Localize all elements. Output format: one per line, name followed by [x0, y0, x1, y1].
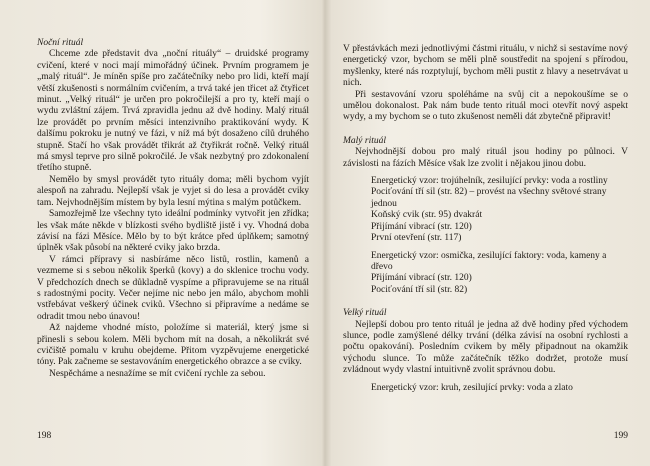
section-heading-night-ritual: Noční rituál	[37, 38, 84, 48]
list-item: První otevření (str. 117)	[371, 233, 462, 244]
list-item: Pociťování tří sil (str. 82)	[371, 284, 468, 295]
spacer	[343, 124, 628, 136]
list-item: Koňský cvik (str. 95) dvakrát	[371, 210, 483, 221]
paragraph: V přestávkách mezi jednotlivými částmi rituálu, v nichž si sestavíme nový energetický vzor, bychom se měli plně soustředit na spojení s přírodou, myšlenky, které nás rozptylují, bychom měli pustit z hlavy a nesetrvávat u nich.	[343, 44, 628, 89]
ritual-steps-list	[343, 251, 628, 297]
ritual-steps-list	[343, 383, 628, 394]
list-item: Energetický vzor: kruh, zesilující prvky: voda a zlato	[371, 382, 573, 393]
paragraph: Až najdeme vhodné místo, položíme si materiál, který jsme si přinesli s sebou kolem. Měli bychom mít na dosah, a několikrát své cvičiště pomalu v kruhu obejdeme. Přitom vyzpěvujeme energetické tóny. Pak začneme se sestavováním energetického obrazce a se cviky.	[37, 323, 309, 368]
paragraph: Chceme zde představit dva „noční rituály“ – druidské programy cvičení, které v noci mají mimořádný účinek. Prvním programem je „malý rituál“. Je míněn spíše pro začátečníky nebo pro lidi, kteří mají větší zkušenosti s normálním cvičením, a trvá také jen třicet až čtyřicet minut. „Velký rituál“ je určen pro pokročilejší a pro ty, kteří mají o wydu zvláštní zájem. Trvá zpravidla jednu až dvě hodiny. Malý rituál lze provádět po prvním měsíci intenzivního praktikování wydy. K dalšímu pokroku je nutný ve fázi, v níž má být dosaženo cílů druhého stupně. Stačí ho však provádět třikrát až čtyřikrát ročně. Velký rituál má smysl teprve pro silně pokročilé. Je však nezbytný pro zdokonalení třetího stupně.	[37, 49, 309, 174]
paragraph: Nespěcháme a nesnažíme se mít cvičení rychle za sebou.	[49, 368, 266, 379]
list-item: Energetický vzor: trojúhelník, zesilující prvky: voda a rostliny	[371, 176, 608, 187]
section-heading-small-ritual: Malý rituál	[343, 135, 387, 146]
list-item: Přijímání vibrací (str. 120)	[371, 221, 472, 232]
right-page	[327, 0, 650, 466]
paragraph: Nejlepší dobou pro tento rituál je jedna až dvě hodiny před východem slunce, podle zamýšlené délky trvání (délka závisí na osobní rychlosti a počtu opakování). Posledním cvikem by měly připadnout na okamžik východu slunce. To může začátečník těžko dodržet, protože musí zvládnout wydy vlastní intuitivně zvolit správnou dobu.	[343, 319, 628, 376]
section-heading-big-ritual: Velký rituál	[343, 308, 387, 319]
paragraph: Nemělo by smysl provádět tyto rituály doma; měli bychom vyjít alespoň na zahradu. Nejlepší však je vyjet si do lesa a provádět cviky tam. Nejvhodnějším místem by byla lesní mýtina s malým potůčkem.	[37, 174, 309, 208]
list-item: Pociťování tří sil (str. 82) – provést na všechny světové strany jednou	[371, 187, 607, 209]
left-page	[0, 0, 323, 466]
list-item: Přijímání vibrací (str. 120)	[371, 273, 472, 284]
list-item: Energetický vzor: osmička, zesilující faktory: voda, kameny a dřevo	[371, 250, 607, 272]
ritual-steps-list	[343, 176, 628, 244]
paragraph: Při sestavování vzoru spoléháme na svůj cit a nepokoušíme se o umělou dokonalost. Pak nám bude tento rituál moci otevřít nový aspekt wydy, a my bychom se o tuto zkušenost neměli dát zbytečně připravit!	[343, 89, 628, 123]
paragraph: V rámci přípravy si nasbíráme něco listů, rostlin, kamenů a vezmeme si s sebou několik šperků (kovy) a do sklenice trochu vody. V předchozích dnech se důkladně vyspíme a připravujeme se na rituál s radostnými pocity. Večer nejíme nic nebo jen málo, abychom mohli vstřebávat veškerý účinek cviků. Všechno si připravíme a nedáme se odradit tmou nebo únavou!	[37, 254, 309, 322]
page-number: 199	[613, 430, 628, 441]
paragraph: Nejvhodnější dobou pro malý rituál jsou hodiny po půlnoci. V závislosti na fázích Měsíce však lze zvolit i nějakou jinou dobu.	[343, 147, 628, 169]
page-number: 198	[37, 430, 52, 441]
paragraph: Samozřejmě lze všechny tyto ideální podmínky vytvořit jen zřídka; les však máte někde v blízkosti svého bydliště jistě i vy. Vhodná doba závisí na fázi Měsíce. Mělo by to být krátce před úplňkem; samotný úplněk však působí na některé cviky jako brzda.	[37, 209, 309, 254]
spacer	[343, 296, 628, 308]
